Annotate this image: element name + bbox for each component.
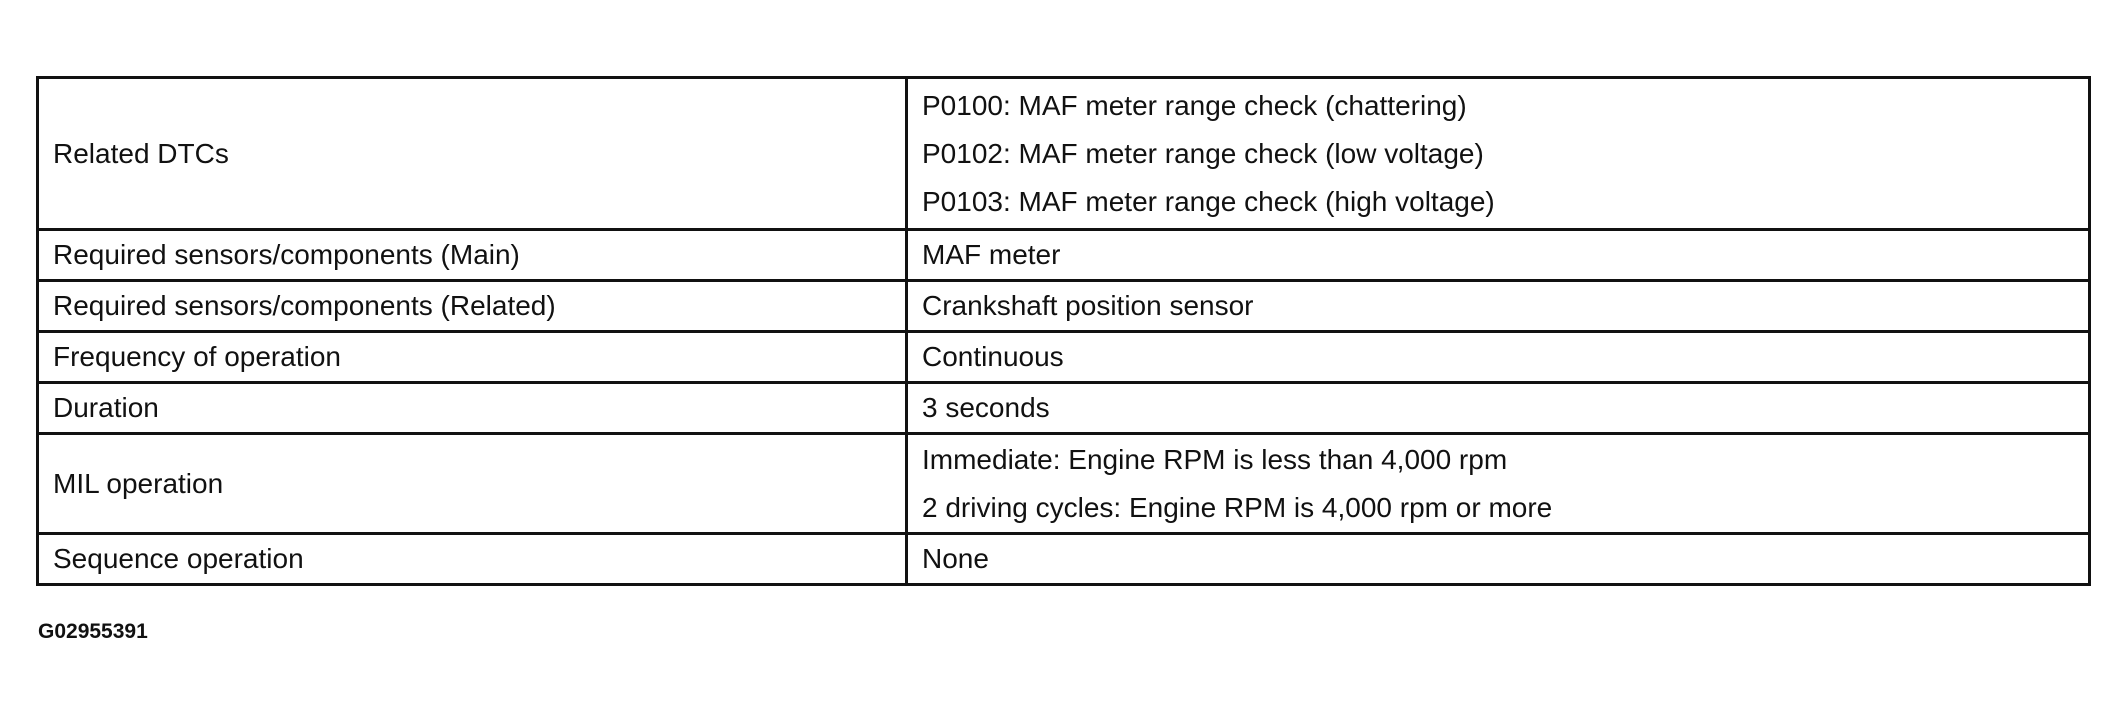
- dtc-line: P0102: MAF meter range check (low voltage): [922, 137, 1484, 169]
- row-label: Duration: [38, 383, 907, 434]
- row-label: Required sensors/components (Related): [38, 281, 907, 332]
- row-label: Sequence operation: [38, 534, 907, 585]
- row-value: [907, 434, 2090, 534]
- row-value: 3 seconds: [907, 383, 2090, 434]
- row-label: Required sensors/components (Main): [38, 230, 907, 281]
- monitor-description-table: [36, 76, 2091, 586]
- dtc-line: P0100: MAF meter range check (chattering): [922, 89, 1467, 121]
- table-row-related-dtcs: [38, 78, 2090, 230]
- row-value: [907, 78, 2090, 230]
- table-row-mil-operation: [38, 434, 2090, 534]
- row-value: Crankshaft position sensor: [907, 281, 2090, 332]
- row-label: Frequency of operation: [38, 332, 907, 383]
- table-row-duration: [38, 383, 2090, 434]
- table-row-sequence: [38, 534, 2090, 585]
- dtc-line: P0103: MAF meter range check (high voltage): [922, 185, 1495, 217]
- row-value: None: [907, 534, 2090, 585]
- figure-id: G02955391: [38, 620, 148, 643]
- mil-line: Immediate: Engine RPM is less than 4,000 rpm: [922, 443, 1508, 475]
- mil-line: 2 driving cycles: Engine RPM is 4,000 rpm or more: [922, 491, 1553, 523]
- table-row-main-sensors: [38, 230, 2090, 281]
- table-row-frequency: [38, 332, 2090, 383]
- row-value: Continuous: [907, 332, 2090, 383]
- row-value: MAF meter: [907, 230, 2090, 281]
- table-row-related-sensors: [38, 281, 2090, 332]
- row-label: Related DTCs: [38, 78, 907, 230]
- row-label: MIL operation: [38, 434, 907, 534]
